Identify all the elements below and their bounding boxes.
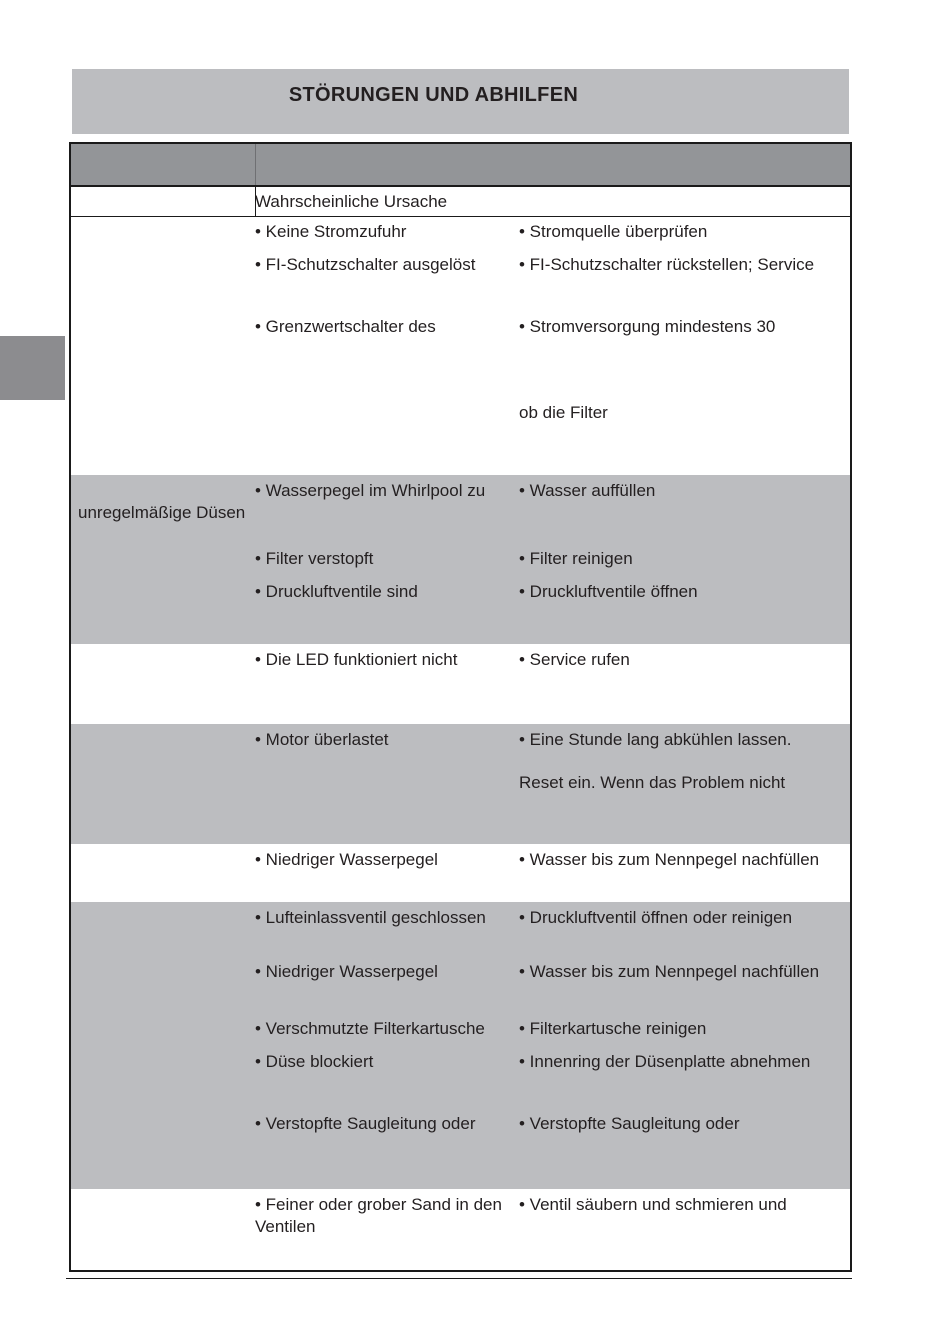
remedy-text: • Innenring der Düsenplatte abnehmen [519, 1052, 811, 1071]
remedy-text: • Stromquelle überprüfen [519, 222, 708, 241]
table-row [71, 844, 850, 902]
cause-text: • FI-Schutzschalter ausgelöst [255, 255, 476, 274]
table-row [71, 902, 850, 1189]
remedy-text: • FI-Schutzschalter rückstellen; Service [519, 255, 815, 274]
remedy-text: • Filterkartusche reinigen [519, 1019, 707, 1038]
cause-text: • Lufteinlassventil geschlossen [255, 908, 486, 927]
cause-text: • Niedriger Wasserpegel [255, 850, 438, 869]
cause-text: • Düse blockiert [255, 1052, 374, 1071]
page-title: STÖRUNGEN UND ABHILFEN [288, 84, 579, 106]
cause-text: • Druckluftventile sind [255, 582, 418, 601]
troubleshooting-table [69, 142, 852, 1272]
cause-text: • Verstopfte Saugleitung oder [255, 1114, 476, 1133]
remedy-text: • Stromversorgung mindestens 30 [519, 317, 776, 336]
remedy-text: • Service rufen [519, 650, 630, 669]
cause-text: • Filter verstopft [255, 549, 374, 568]
remedy-text: • Verstopfte Saugleitung oder [519, 1114, 740, 1133]
table-row [71, 644, 850, 724]
page-title-bar [72, 69, 849, 134]
remedy-text: • Druckluftventil öffnen oder reinigen [519, 908, 793, 927]
cause-text: • Keine Stromzufuhr [255, 222, 407, 241]
table-row [71, 724, 850, 844]
section-tab-marker [0, 336, 65, 400]
remedy-text: • Wasser auffüllen [519, 481, 656, 500]
column-header-row [71, 187, 850, 217]
cause-text: Ventilen [255, 1217, 316, 1236]
cause-text: • Verschmutzte Filterkartusche [255, 1019, 485, 1038]
remedy-text: Reset ein. Wenn das Problem nicht [519, 773, 786, 792]
table-row [71, 217, 850, 475]
cause-text: • Niedriger Wasserpegel [255, 962, 438, 981]
table-row [71, 1189, 850, 1270]
remedy-text: • Wasser bis zum Nennpegel nachfüllen [519, 962, 820, 981]
table-row [71, 475, 850, 644]
remedy-text: ob die Filter [519, 403, 608, 422]
cause-text: • Feiner oder grober Sand in den [255, 1195, 502, 1214]
remedy-text: • Druckluftventile öffnen [519, 582, 698, 601]
cause-text: • Die LED funktioniert nicht [255, 650, 458, 669]
remedy-text: • Filter reinigen [519, 549, 633, 568]
cause-text: • Grenzwertschalter des [255, 317, 436, 336]
remedy-text: • Eine Stunde lang abkühlen lassen. [519, 730, 792, 749]
column-divider [255, 144, 256, 185]
column-header-cause: Wahrscheinliche Ursache [255, 192, 448, 211]
cause-text: • Motor überlastet [255, 730, 389, 749]
footer-rule [66, 1278, 852, 1279]
remedy-text: • Ventil säubern und schmieren und [519, 1195, 787, 1214]
cause-text: • Wasserpegel im Whirlpool zu [255, 481, 486, 500]
symptom-text: unregelmäßige Düsen [78, 503, 246, 522]
remedy-text: • Wasser bis zum Nennpegel nachfüllen [519, 850, 820, 869]
table-header-band [71, 144, 850, 187]
